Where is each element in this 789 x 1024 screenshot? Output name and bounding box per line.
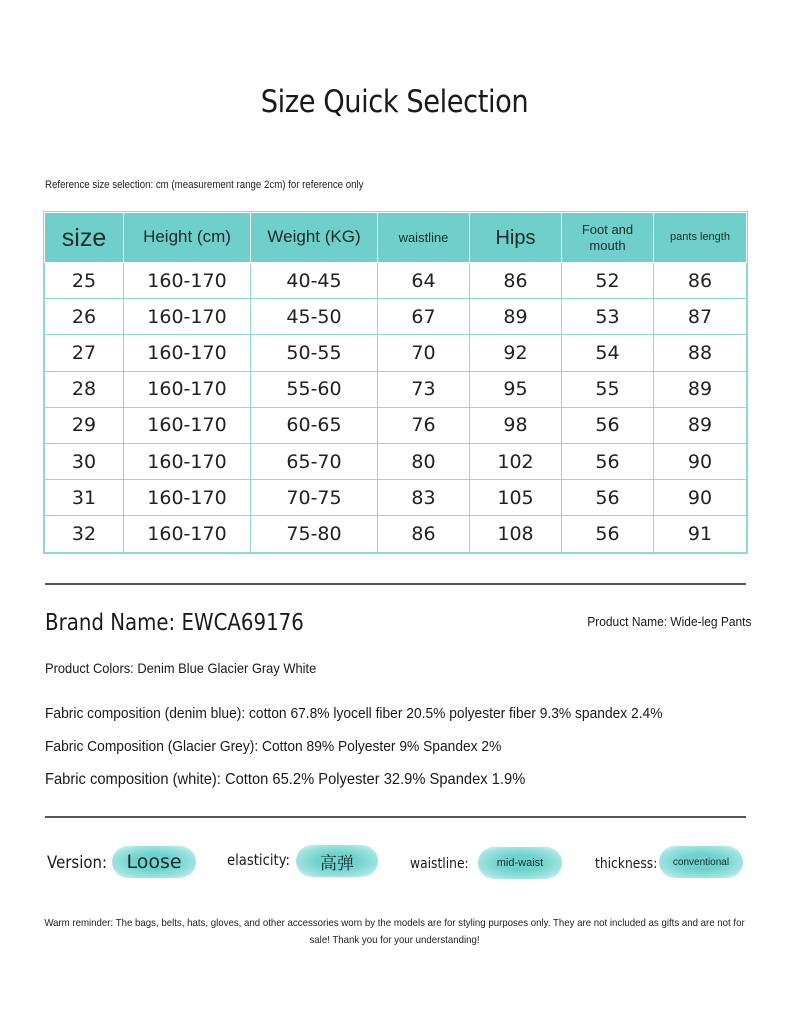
cell-pants-length: 87 xyxy=(654,299,747,335)
cell-height: 160-170 xyxy=(124,516,251,552)
cell-height: 160-170 xyxy=(124,299,251,335)
cell-size: 32 xyxy=(45,516,124,552)
cell-foot-and-mouth: 56 xyxy=(562,480,654,516)
cell-height: 160-170 xyxy=(124,335,251,371)
thickness-pill: conventional xyxy=(659,846,743,878)
cell-pants-length: 86 xyxy=(654,263,747,299)
cell-size: 30 xyxy=(45,443,124,479)
cell-hips: 102 xyxy=(470,443,562,479)
cell-hips: 92 xyxy=(470,335,562,371)
cell-waistline: 73 xyxy=(378,371,470,407)
table-row xyxy=(45,263,747,299)
cell-weight: 65-70 xyxy=(251,443,378,479)
table-row xyxy=(45,480,747,516)
header-hips: Hips xyxy=(470,213,562,263)
cell-size: 27 xyxy=(45,335,124,371)
cell-height: 160-170 xyxy=(124,263,251,299)
thickness-label: thickness: xyxy=(595,856,658,872)
cell-waistline: 64 xyxy=(378,263,470,299)
cell-weight: 40-45 xyxy=(251,263,378,299)
cell-size: 31 xyxy=(45,480,124,516)
cell-height: 160-170 xyxy=(124,407,251,443)
cell-pants-length: 91 xyxy=(654,516,747,552)
divider-bottom xyxy=(45,816,746,818)
fabric-denim-blue: Fabric composition (denim blue): cotton 67.8% lyocell fiber 20.5% polyester fiber 9.3% spandex 2.4% xyxy=(45,705,663,722)
cell-hips: 89 xyxy=(470,299,562,335)
reference-note: Reference size selection: cm (measurement range 2cm) for reference only xyxy=(45,179,364,191)
table-row xyxy=(45,407,747,443)
cell-size: 28 xyxy=(45,371,124,407)
table-row xyxy=(45,335,747,371)
fabric-white: Fabric composition (white): Cotton 65.2% Polyester 32.9% Spandex 1.9% xyxy=(45,771,526,788)
cell-pants-length: 90 xyxy=(654,480,747,516)
cell-size: 25 xyxy=(45,263,124,299)
cell-waistline: 76 xyxy=(378,407,470,443)
cell-height: 160-170 xyxy=(124,480,251,516)
header-weight: Weight (KG) xyxy=(251,213,378,263)
cell-foot-and-mouth: 56 xyxy=(562,516,654,552)
table-header-row xyxy=(45,213,747,263)
cell-foot-and-mouth: 53 xyxy=(562,299,654,335)
elasticity-label: elasticity: xyxy=(227,851,291,869)
cell-pants-length: 90 xyxy=(654,443,747,479)
cell-size: 26 xyxy=(45,299,124,335)
elasticity-pill: 高弹 xyxy=(296,845,378,877)
cell-weight: 70-75 xyxy=(251,480,378,516)
cell-hips: 108 xyxy=(470,516,562,552)
fabric-glacier-grey: Fabric Composition (Glacier Grey): Cotton 89% Polyester 9% Spandex 2% xyxy=(45,738,502,755)
cell-hips: 86 xyxy=(470,263,562,299)
table-row xyxy=(45,371,747,407)
table-row xyxy=(45,299,747,335)
cell-weight: 55-60 xyxy=(251,371,378,407)
page-title: Size Quick Selection xyxy=(260,84,529,120)
size-chart-table xyxy=(44,212,747,553)
product-colors: Product Colors: Denim Blue Glacier Gray White xyxy=(45,660,317,676)
brand-name: Brand Name: EWCA69176 xyxy=(45,610,304,636)
cell-foot-and-mouth: 55 xyxy=(562,371,654,407)
cell-foot-and-mouth: 56 xyxy=(562,407,654,443)
cell-weight: 75-80 xyxy=(251,516,378,552)
product-name: Product Name: Wide-leg Pants xyxy=(586,614,751,629)
divider-top xyxy=(45,583,746,585)
cell-pants-length: 89 xyxy=(654,371,747,407)
header-size: size xyxy=(45,213,124,263)
warm-reminder: Warm reminder: The bags, belts, hats, gloves, and other accessories worn by the models are for styling purposes only. They are not included as gifts and are not for sale! Thank you for your understanding! xyxy=(44,917,745,946)
cell-weight: 60-65 xyxy=(251,407,378,443)
cell-weight: 50-55 xyxy=(251,335,378,371)
cell-height: 160-170 xyxy=(124,443,251,479)
header-foot-and-mouth: Foot and mouth xyxy=(562,213,654,263)
header-waistline: waistline xyxy=(378,213,470,263)
cell-foot-and-mouth: 56 xyxy=(562,443,654,479)
cell-weight: 45-50 xyxy=(251,299,378,335)
cell-waistline: 80 xyxy=(378,443,470,479)
cell-waistline: 86 xyxy=(378,516,470,552)
table-row xyxy=(45,443,747,479)
cell-hips: 95 xyxy=(470,371,562,407)
cell-hips: 98 xyxy=(470,407,562,443)
cell-hips: 105 xyxy=(470,480,562,516)
waistline-label: waistline: xyxy=(410,856,469,872)
version-label: Version: xyxy=(47,853,108,873)
version-pill: Loose xyxy=(112,846,196,878)
cell-pants-length: 88 xyxy=(654,335,747,371)
cell-height: 160-170 xyxy=(124,371,251,407)
cell-pants-length: 89 xyxy=(654,407,747,443)
cell-size: 29 xyxy=(45,407,124,443)
cell-waistline: 67 xyxy=(378,299,470,335)
header-pants-length: pants length xyxy=(654,213,747,263)
cell-foot-and-mouth: 54 xyxy=(562,335,654,371)
cell-waistline: 83 xyxy=(378,480,470,516)
table-row xyxy=(45,516,747,552)
table-body xyxy=(45,263,747,553)
cell-foot-and-mouth: 52 xyxy=(562,263,654,299)
header-height: Height (cm) xyxy=(124,213,251,263)
cell-waistline: 70 xyxy=(378,335,470,371)
waistline-pill: mid-waist xyxy=(478,847,562,879)
